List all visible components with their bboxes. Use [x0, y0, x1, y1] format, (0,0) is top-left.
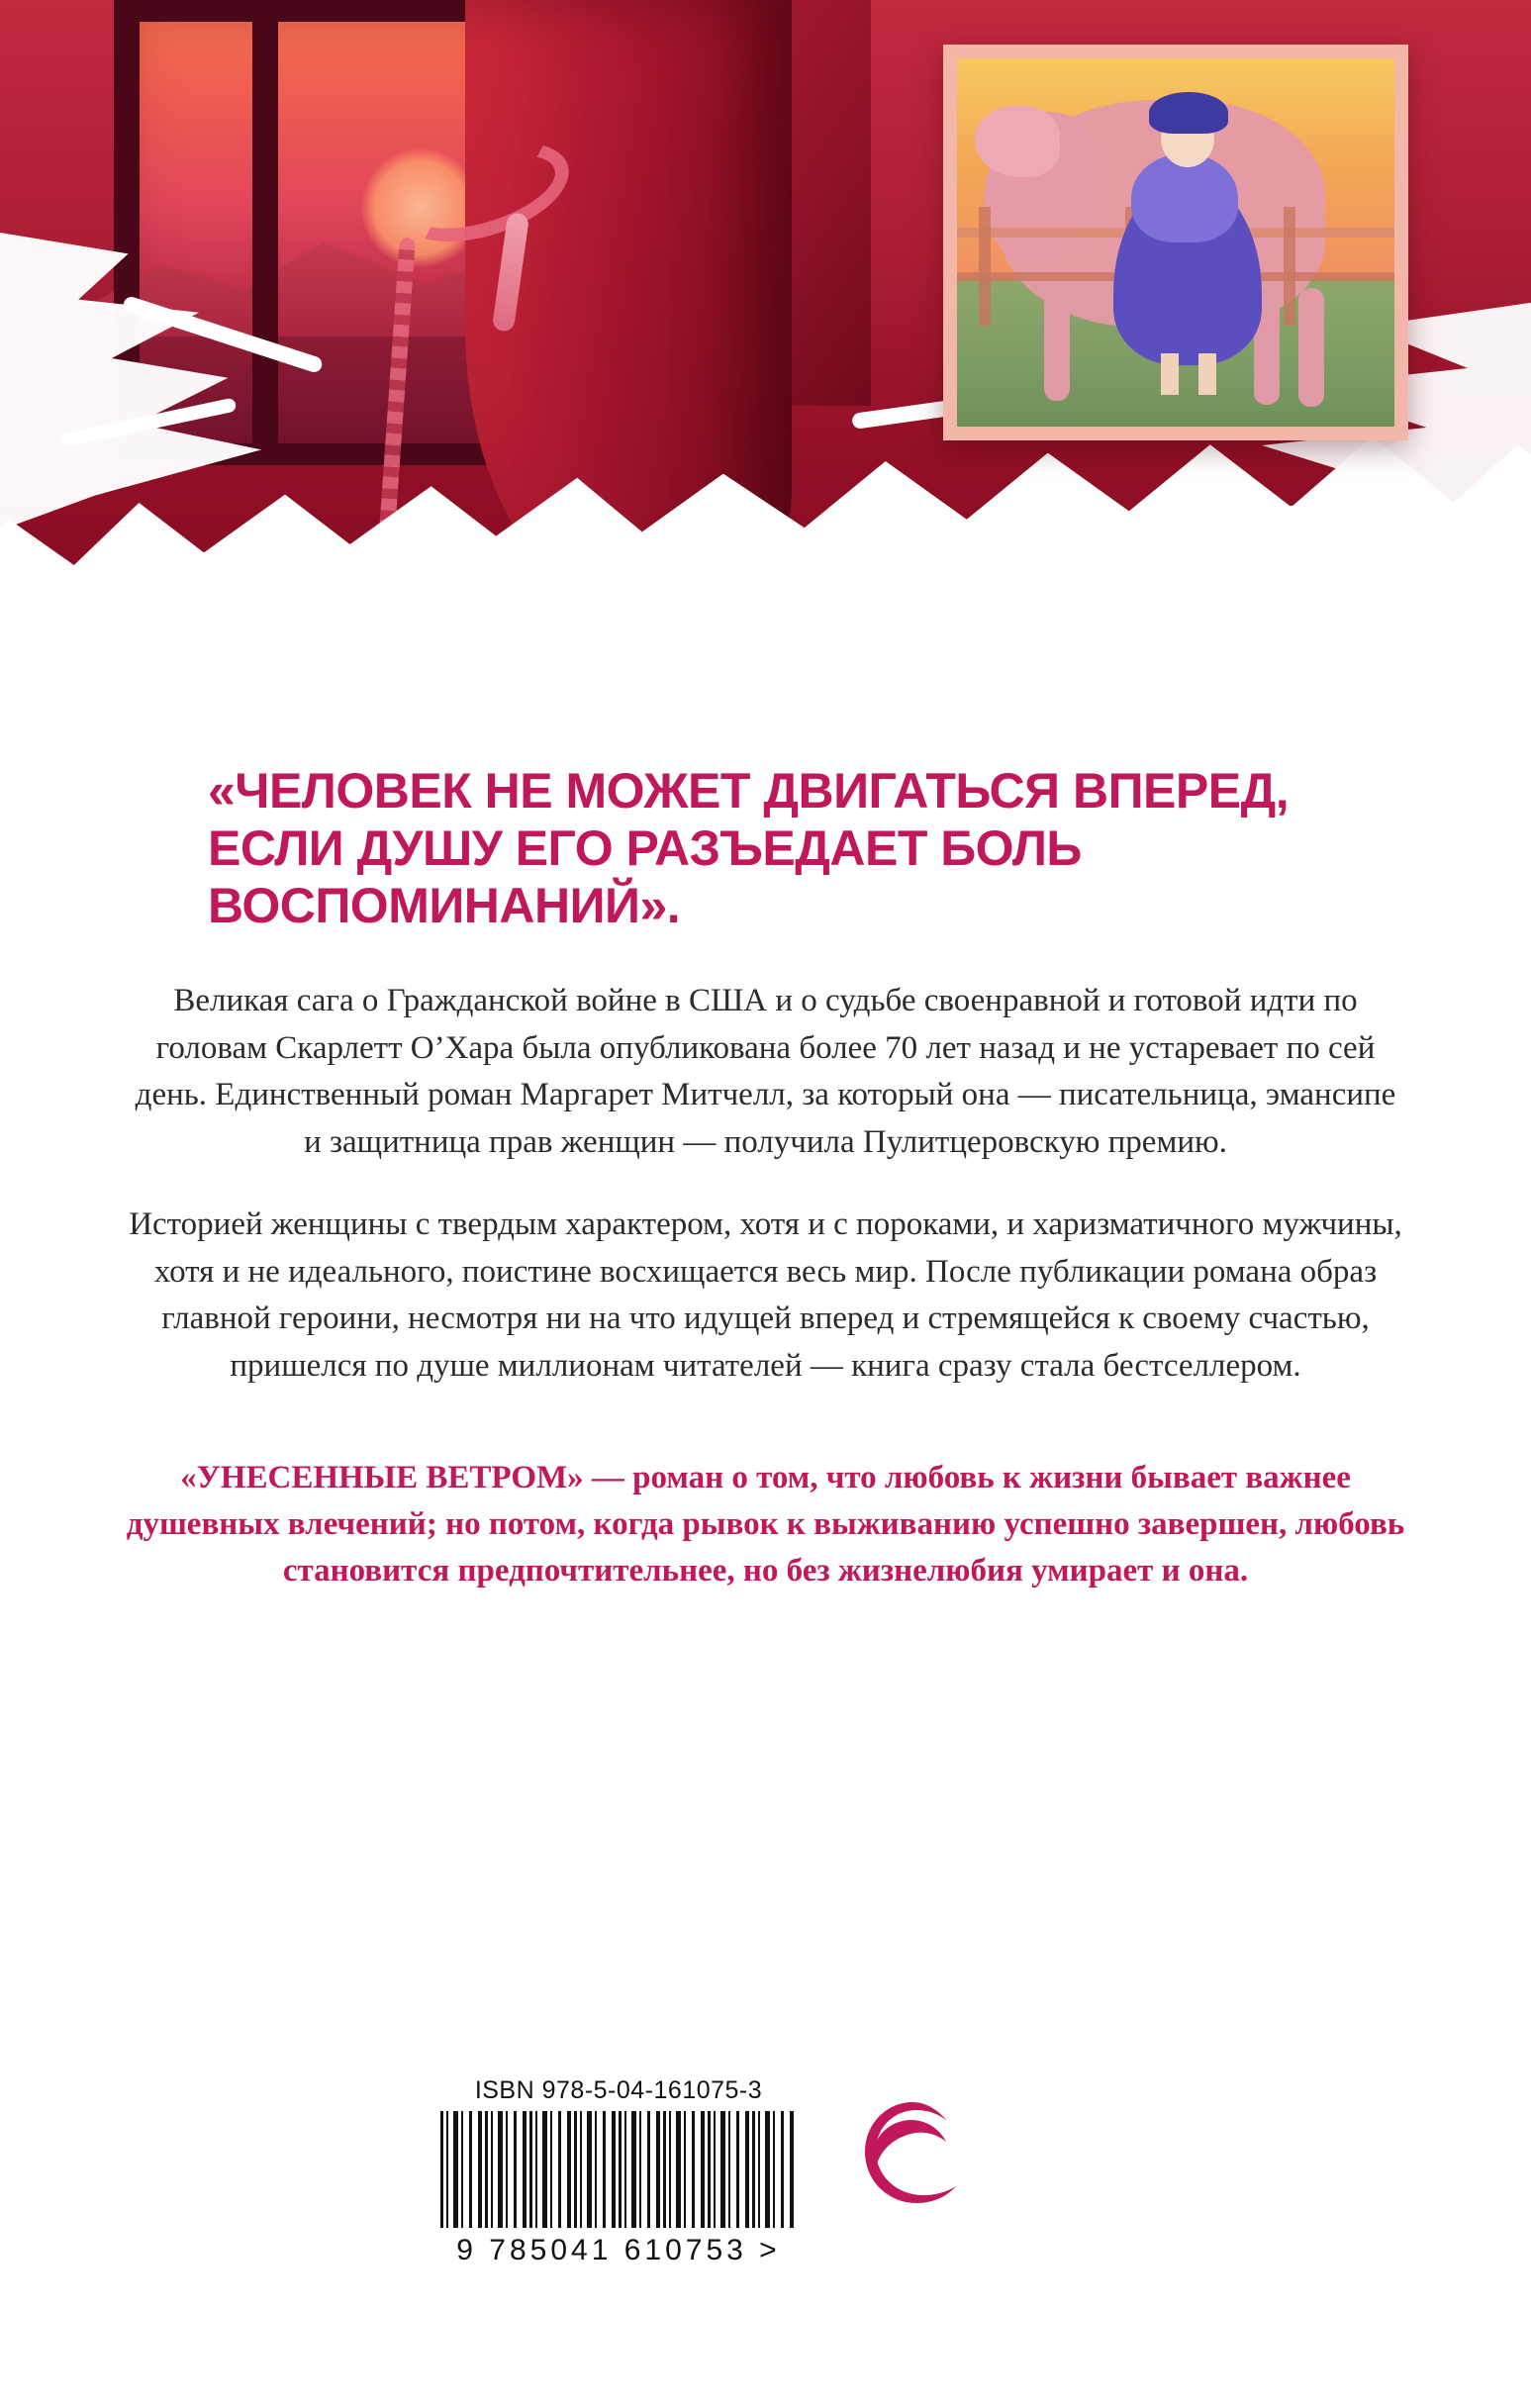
fence-post-1 [979, 207, 991, 326]
cover-illustration [0, 0, 1531, 752]
isbn-label: ISBN 978-5-04-161075-3 [474, 2076, 763, 2104]
girl-leg-right [1198, 353, 1216, 395]
girl-leg-left [1161, 353, 1179, 395]
description-paragraph-1: Великая сага о Гражданской войне в США и о судьбе своенравной и готовой идти по головам Скарлетт О’Хара была опубликована более 70 лет назад и не устаревает по сей день. Единственный роман Маргарет Митчелл, за который она — писательница, эмансипе и защитница прав женщин — получила Пулитцеровскую премию. [135, 983, 1396, 1160]
horse-leg-3 [1044, 282, 1070, 401]
inset-painting [957, 58, 1394, 427]
description-paragraph-2: Историей женщины с твердым характером, хотя и с пороками, и харизматичного мужчины, хотя и не идеального, поистине восхищается весь мир. После публикации романа образ главной героини, несмотря ни на что идущей вперед и стремящейся к своему счастью, пришелся по душе миллионам читателей — книга сразу стала бестселлером. [129, 1206, 1402, 1384]
horse-head [975, 106, 1060, 177]
fence-post-3 [1284, 207, 1295, 326]
inset-painting-frame [943, 45, 1408, 440]
eksmo-logo-icon [851, 2098, 970, 2227]
girl-bonnet [1149, 92, 1228, 134]
promo-paragraph: «УНЕСЕННЫЕ ВЕТРОМ» — роман о том, что любовь к жизни бывает важнее душевных влечений; но потом, когда рывок к выживанию успешно завершен, любовь становится предпочтительнее, но без жизнелюбия умирает и она. [126, 1460, 1405, 1589]
cover-footer [0, 2039, 1531, 2408]
quote-headline: «ЧЕЛОВЕК НЕ МОЖЕТ ДВИГАТЬСЯ ВПЕРЕД, ЕСЛИ ДУШУ ЕГО РАЗЪЕДАЕТ БОЛЬ ВОСПОМИНАНИЙ». [208, 763, 1290, 933]
barcode-icon [440, 2111, 797, 2228]
isbn-barcode-block [440, 2076, 797, 2267]
cover-text-content [0, 762, 1531, 1594]
window-frame-middle [252, 0, 278, 465]
horse-leg-2 [1298, 288, 1324, 407]
barcode-digits: 9 785041 610753 > [456, 2234, 781, 2266]
